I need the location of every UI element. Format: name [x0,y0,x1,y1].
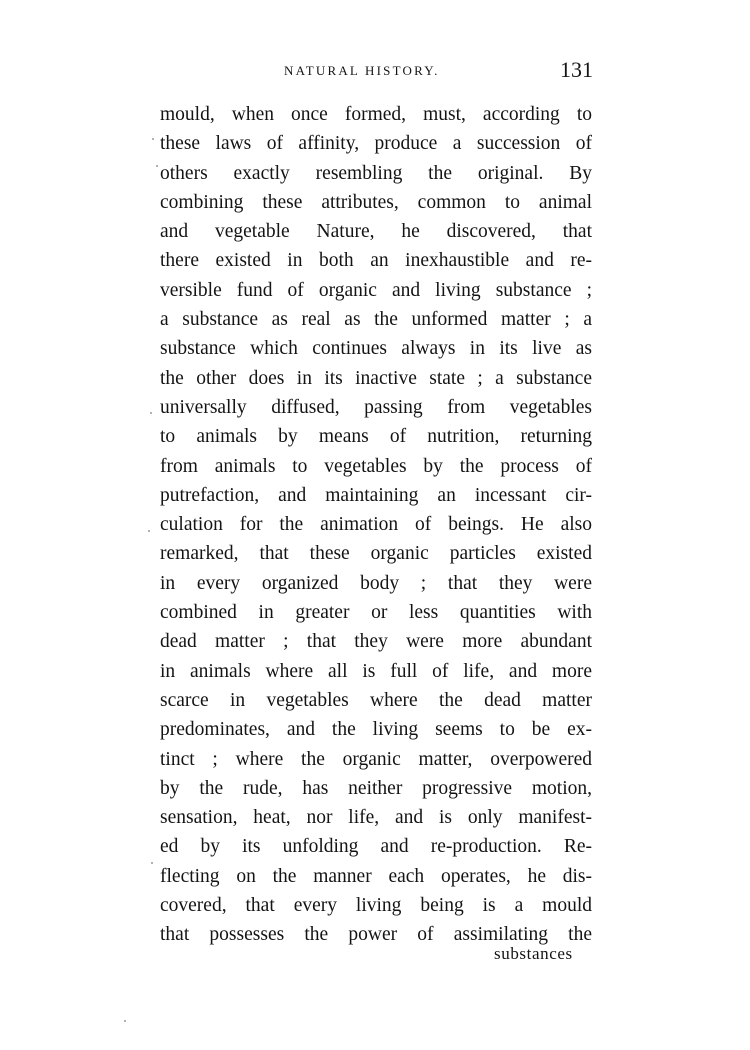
text-line: in every organized body ; that they were [160,572,592,594]
print-speck [148,530,150,532]
text-line: in animals where all is full of life, and more [160,660,592,682]
text-line: combined in greater or less quantities with [160,602,592,624]
text-line: the other does in its inactive state ; a substance [160,367,592,389]
text-line: and vegetable Nature, he discovered, that [160,221,592,243]
print-speck [124,1020,126,1022]
text-line: culation for the animation of beings. He also [160,514,592,536]
text-line: ed by its unfolding and re-production. Re- [160,836,592,858]
text-line: combining these attributes, common to animal [160,191,592,213]
text-line: from animals to vegetables by the process of [160,455,592,477]
print-speck [152,138,154,140]
text-line: remarked, that these organic particles existed [160,543,592,565]
page-number: 131 [560,57,593,82]
text-line: to animals by means of nutrition, returning [160,426,592,448]
print-speck [156,165,158,167]
text-line: a substance as real as the unformed matter ; a [160,309,592,331]
text-line: flecting on the manner each operates, he dis- [160,865,592,887]
text-line: these laws of affinity, produce a succession of [160,133,592,155]
running-head: NATURAL HISTORY. [284,63,440,78]
catchword: substances [494,944,573,963]
text-line: putrefaction, and maintaining an incessant cir- [160,484,592,506]
text-line: tinct ; where the organic matter, overpowered [160,748,592,770]
text-line: sensation, heat, nor life, and is only manifest- [160,807,592,829]
text-line: mould, when once formed, must, according to [160,104,592,125]
text-line: covered, that every living being is a mould [160,895,592,917]
print-speck [151,862,153,864]
print-speck [150,412,152,414]
text-line: by the rude, has neither progressive motion, [160,777,592,799]
body-text [160,100,592,950]
text-line: predominates, and the living seems to be ex- [160,719,592,741]
text-line: versible fund of organic and living substance ; [160,279,592,301]
text-line: substance which continues always in its live as [160,338,592,360]
text-line: there existed in both an inexhaustible and re- [160,250,592,272]
text-line: that possesses the power of assimilating the [160,924,592,946]
text-line: scarce in vegetables where the dead matter [160,689,592,711]
text-line: universally diffused, passing from vegetables [160,396,592,418]
text-line: others exactly resembling the original. By [160,162,592,184]
text-line: dead matter ; that they were more abundant [160,631,592,653]
